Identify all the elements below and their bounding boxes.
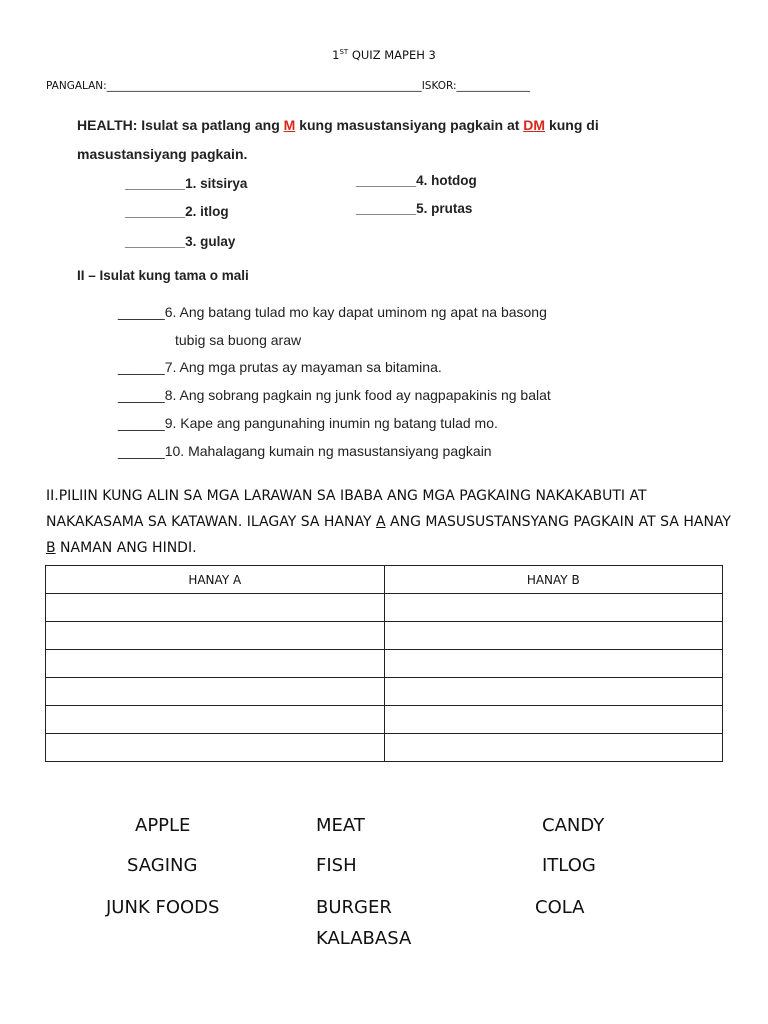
table-row	[46, 650, 723, 678]
table-header-row	[46, 566, 723, 594]
health-item-3[interactable]: ________3. gulay	[125, 234, 236, 249]
food-word: SAGING	[127, 855, 198, 876]
tf-item-7[interactable]: ______7. Ang mga prutas ay mayaman sa bitamina.	[118, 359, 442, 375]
food-word: MEAT	[316, 815, 365, 836]
food-word: FISH	[316, 855, 357, 876]
food-word: CANDY	[542, 815, 605, 836]
hanay-a-cell[interactable]	[46, 622, 385, 650]
health-item-2[interactable]: ________2. itlog	[125, 204, 229, 219]
health-item-5[interactable]: ________5. prutas	[356, 201, 473, 216]
food-word: COLA	[535, 897, 585, 918]
hanay-b-header: HANAY B	[384, 566, 723, 594]
food-word: ITLOG	[542, 855, 596, 876]
score-blank[interactable]: ______________	[456, 80, 531, 92]
food-word: KALABASA	[316, 928, 412, 949]
food-word: BURGER	[316, 897, 392, 918]
hanay-b-cell[interactable]	[384, 678, 723, 706]
hanay-b-cell[interactable]	[384, 594, 723, 622]
table-row	[46, 706, 723, 734]
tf-item-8[interactable]: ______8. Ang sobrang pagkain ng junk food ay nagpapakinis ng balat	[118, 387, 551, 403]
dm-letter: DM	[523, 117, 546, 133]
name-blank[interactable]: ____________________________________________________________	[106, 80, 422, 92]
hanay-a-cell[interactable]	[46, 650, 385, 678]
letter-b: B	[46, 540, 56, 556]
table-row	[46, 678, 723, 706]
letter-a: A	[375, 514, 386, 530]
hanay-a-cell[interactable]	[46, 678, 385, 706]
tf-item-9[interactable]: ______9. Kape ang pangunahing inumin ng batang tulad mo.	[118, 415, 498, 431]
score-label: ISKOR:	[421, 80, 457, 92]
hanay-table	[45, 565, 723, 762]
health-instruction-line1: HEALTH: Isulat sa patlang ang M kung masustansiyang pagkain at DM kung di	[77, 117, 599, 133]
table-row	[46, 734, 723, 762]
hanay-a-cell[interactable]	[46, 594, 385, 622]
tf-item-6-cont: tubig sa buong araw	[175, 332, 302, 348]
hanay-b-cell[interactable]	[384, 622, 723, 650]
food-word: JUNK FOODS	[106, 897, 220, 918]
health-item-1[interactable]: ________1. sitsirya	[125, 176, 248, 191]
hanay-b-cell[interactable]	[384, 734, 723, 762]
table-row	[46, 594, 723, 622]
food-word: APPLE	[135, 815, 191, 836]
name-score-line	[46, 80, 530, 92]
hanay-a-header: HANAY A	[46, 566, 385, 594]
name-label: PANGALAN:	[46, 80, 107, 92]
hanay-a-cell[interactable]	[46, 706, 385, 734]
health-instruction-line2: masustansiyang pagkain.	[77, 146, 248, 162]
section3-instruction: II.PILIIN KUNG ALIN SA MGA LARAWAN SA IBABA ANG MGA PAGKAING NAKAKABUTI AT NAKAKASAMA SA KATAWAN. ILAGAY SA HANAY A ANG MASUSUSTANSYANG PAGKAIN AT SA HANAY B NAMAN ANG HINDI.	[46, 488, 731, 556]
m-letter: M	[283, 117, 296, 133]
quiz-title: 1ST QUIZ MAPEH 3	[332, 48, 436, 62]
section2-heading: II – Isulat kung tama o mali	[77, 268, 249, 283]
table-row	[46, 622, 723, 650]
tf-item-6[interactable]: ______6. Ang batang tulad mo kay dapat uminom ng apat na basong	[118, 304, 547, 320]
tf-item-10[interactable]: ______10. Mahalagang kumain ng masustansiyang pagkain	[118, 443, 492, 459]
hanay-a-cell[interactable]	[46, 734, 385, 762]
hanay-b-cell[interactable]	[384, 706, 723, 734]
health-item-4[interactable]: ________4. hotdog	[356, 173, 477, 188]
hanay-b-cell[interactable]	[384, 650, 723, 678]
